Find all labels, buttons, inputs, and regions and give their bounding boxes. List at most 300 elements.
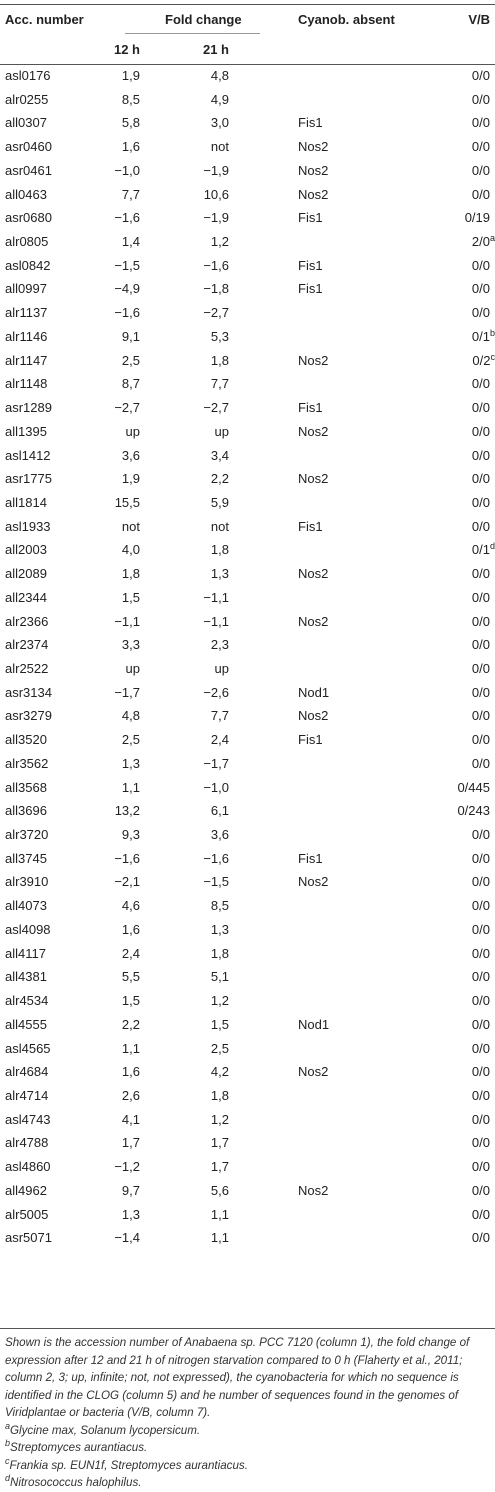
cyanob-absent-cell: Fis1 bbox=[298, 400, 323, 416]
acc-number-cell: alr3910 bbox=[5, 874, 48, 890]
fold-21h-cell: 5,1 bbox=[211, 969, 229, 985]
table-row bbox=[0, 823, 495, 847]
acc-number-cell: alr1146 bbox=[5, 329, 47, 345]
vb-cell: 0/0 bbox=[472, 519, 490, 535]
table-row bbox=[0, 206, 495, 230]
acc-number-cell: asl4743 bbox=[5, 1112, 51, 1128]
fold-21h-cell: −1,1 bbox=[203, 590, 229, 606]
table-row bbox=[0, 420, 495, 444]
fold-12h-cell: 3,3 bbox=[122, 637, 140, 653]
acc-number-cell: all0463 bbox=[5, 187, 47, 203]
footnote-text: Glycine max, Solanum lycopersicum. bbox=[10, 1424, 200, 1437]
fold-12h-cell: −2,1 bbox=[114, 874, 140, 890]
fold-21h-cell: −1,8 bbox=[203, 281, 229, 297]
vb-cell: 0/0 bbox=[472, 969, 490, 985]
vb-cell: 0/0 bbox=[472, 471, 490, 487]
table-row bbox=[0, 1084, 495, 1108]
vb-cell: 0/0 bbox=[472, 115, 490, 131]
fold-12h-cell: 2,5 bbox=[122, 353, 140, 369]
acc-number-cell: all4073 bbox=[5, 898, 47, 914]
acc-number-cell: alr3720 bbox=[5, 827, 48, 843]
table-row bbox=[0, 1060, 495, 1084]
table-row bbox=[0, 1013, 495, 1037]
table-row bbox=[0, 159, 495, 183]
fold-21h-cell: 2,2 bbox=[211, 471, 229, 487]
acc-number-cell: asl4565 bbox=[5, 1041, 51, 1057]
header-fold-change: Fold change bbox=[165, 12, 242, 28]
fold-12h-cell: −1,0 bbox=[114, 163, 140, 179]
fold-12h-cell: 1,7 bbox=[122, 1135, 140, 1151]
vb-cell: 0/0 bbox=[472, 258, 490, 274]
fold-21h-cell: 7,7 bbox=[211, 376, 229, 392]
fold-21h-cell: 5,6 bbox=[211, 1183, 229, 1199]
acc-number-cell: alr4788 bbox=[5, 1135, 48, 1151]
cyanob-absent-cell: Fis1 bbox=[298, 210, 323, 226]
fold-12h-cell: 1,5 bbox=[122, 993, 140, 1009]
acc-number-cell: asr3134 bbox=[5, 685, 52, 701]
acc-number-cell: alr5005 bbox=[5, 1207, 48, 1223]
vb-cell: 0/0 bbox=[472, 898, 490, 914]
table-row bbox=[0, 277, 495, 301]
table-row bbox=[0, 135, 495, 159]
vb-cell: 0/0 bbox=[472, 946, 490, 962]
acc-number-cell: alr0255 bbox=[5, 92, 48, 108]
footnote-mark: c bbox=[5, 1456, 10, 1466]
fold-12h-cell: 5,8 bbox=[122, 115, 140, 131]
table-row bbox=[0, 704, 495, 728]
vb-cell: 0/1$^b$ bbox=[472, 329, 495, 345]
table-row bbox=[0, 372, 495, 396]
fold-21h-cell: 1,8 bbox=[211, 1088, 229, 1104]
vb-cell: 0/0 bbox=[472, 187, 490, 203]
fold-12h-cell: 13,2 bbox=[115, 803, 140, 819]
cyanob-absent-cell: Nod1 bbox=[298, 1017, 329, 1033]
fold-21h-cell: −1,0 bbox=[203, 780, 229, 796]
vb-footnote-mark: b bbox=[490, 328, 495, 338]
acc-number-cell: all3745 bbox=[5, 851, 47, 867]
header-acc-number: Acc. number bbox=[5, 12, 84, 28]
acc-number-cell: alr3562 bbox=[5, 756, 48, 772]
fold-21h-cell: 3,4 bbox=[211, 448, 229, 464]
acc-number-cell: asr1775 bbox=[5, 471, 52, 487]
acc-number-cell: all1814 bbox=[5, 495, 47, 511]
table-row bbox=[0, 538, 495, 562]
fold-12h-cell: −4,9 bbox=[114, 281, 140, 297]
cyanob-absent-cell: Nos2 bbox=[298, 139, 328, 155]
vb-cell: 0/0 bbox=[472, 68, 490, 84]
table-row bbox=[0, 1203, 495, 1227]
fold-12h-cell: 2,5 bbox=[122, 732, 140, 748]
table-row bbox=[0, 515, 495, 539]
fold-12h-cell: 9,1 bbox=[122, 329, 140, 345]
acc-number-cell: asr5071 bbox=[5, 1230, 52, 1246]
fold-21h-cell: −1,1 bbox=[203, 614, 229, 630]
table-row bbox=[0, 1179, 495, 1203]
acc-number-cell: alr0805 bbox=[5, 234, 48, 250]
table-row bbox=[0, 562, 495, 586]
cyanob-absent-cell: Fis1 bbox=[298, 115, 323, 131]
fold-21h-cell: 1,2 bbox=[211, 1112, 229, 1128]
vb-cell: 0/0 bbox=[472, 851, 490, 867]
acc-number-cell: asr0461 bbox=[5, 163, 52, 179]
table-row bbox=[0, 728, 495, 752]
table-row bbox=[0, 657, 495, 681]
fold-21h-cell: 1,5 bbox=[211, 1017, 229, 1033]
vb-cell: 0/0 bbox=[472, 1064, 490, 1080]
table-row bbox=[0, 444, 495, 468]
fold-21h-cell: 6,1 bbox=[211, 803, 229, 819]
fold-12h-cell: 1,3 bbox=[122, 756, 140, 772]
cyanob-absent-cell: Fis1 bbox=[298, 732, 323, 748]
fold-21h-cell: 7,7 bbox=[211, 708, 229, 724]
acc-number-cell: alr2522 bbox=[5, 661, 48, 677]
acc-number-cell: asr3279 bbox=[5, 708, 52, 724]
fold-12h-cell: 8,7 bbox=[122, 376, 140, 392]
acc-number-cell: all4381 bbox=[5, 969, 47, 985]
vb-cell: 0/0 bbox=[472, 424, 490, 440]
fold-12h-cell: 4,8 bbox=[122, 708, 140, 724]
acc-number-cell: all1395 bbox=[5, 424, 47, 440]
vb-cell: 0/0 bbox=[472, 400, 490, 416]
fold-21h-cell: 1,8 bbox=[211, 542, 229, 558]
acc-number-cell: asl4098 bbox=[5, 922, 51, 938]
fold-21h-cell: 3,0 bbox=[211, 115, 229, 131]
fold-12h-cell: −1,2 bbox=[114, 1159, 140, 1175]
table-row bbox=[0, 776, 495, 800]
fold-12h-cell: 1,6 bbox=[122, 922, 140, 938]
acc-number-cell: alr2366 bbox=[5, 614, 48, 630]
vb-cell: 0/0 bbox=[472, 637, 490, 653]
footnote-mark: a bbox=[5, 1421, 10, 1431]
vb-cell: 0/0 bbox=[472, 163, 490, 179]
fold-12h-cell: 9,3 bbox=[122, 827, 140, 843]
table-row bbox=[0, 111, 495, 135]
vb-cell: 0/0 bbox=[472, 1207, 490, 1223]
fold-12h-cell: −2,7 bbox=[114, 400, 140, 416]
fold-12h-cell: 7,7 bbox=[122, 187, 140, 203]
acc-number-cell: asl1412 bbox=[5, 448, 51, 464]
vb-cell: 0/0 bbox=[472, 993, 490, 1009]
cyanob-absent-cell: Fis1 bbox=[298, 258, 323, 274]
vb-cell: 0/1$^d$ bbox=[472, 542, 495, 558]
vb-cell: 0/0 bbox=[472, 732, 490, 748]
fold-12h-cell: not bbox=[122, 519, 140, 535]
vb-cell: 0/0 bbox=[472, 1017, 490, 1033]
fold-12h-cell: 4,1 bbox=[122, 1112, 140, 1128]
fold-21h-cell: 4,9 bbox=[211, 92, 229, 108]
table-row bbox=[0, 349, 495, 373]
fold-12h-cell: −1,6 bbox=[114, 851, 140, 867]
footnote-mark: d bbox=[5, 1473, 10, 1483]
fold-12h-cell: 1,1 bbox=[122, 780, 140, 796]
fold-21h-cell: 5,3 bbox=[211, 329, 229, 345]
footnote bbox=[5, 1474, 490, 1492]
header-21h: 21 h bbox=[203, 42, 229, 58]
table-row bbox=[0, 610, 495, 634]
fold-12h-cell: 15,5 bbox=[115, 495, 140, 511]
vb-footnote-mark: d bbox=[490, 541, 495, 551]
acc-number-cell: alr1147 bbox=[5, 353, 47, 369]
fold-21h-cell: −1,6 bbox=[203, 851, 229, 867]
vb-cell: 0/0 bbox=[472, 281, 490, 297]
vb-cell: 0/0 bbox=[472, 1112, 490, 1128]
fold-21h-cell: 1,2 bbox=[211, 234, 229, 250]
fold-12h-cell: 1,6 bbox=[122, 139, 140, 155]
vb-cell: 0/0 bbox=[472, 1230, 490, 1246]
fold-21h-cell: 1,2 bbox=[211, 993, 229, 1009]
fold-21h-cell: 10,6 bbox=[204, 187, 229, 203]
cyanob-absent-cell: Nod1 bbox=[298, 685, 329, 701]
fold-12h-cell: −1,1 bbox=[114, 614, 140, 630]
fold-21h-cell: −2,7 bbox=[203, 305, 229, 321]
fold-12h-cell: 1,9 bbox=[122, 68, 140, 84]
vb-cell: 0/2$^c$ bbox=[472, 353, 495, 369]
header-cyanob-absent: Cyanob. absent bbox=[298, 12, 395, 28]
fold-21h-cell: 1,1 bbox=[211, 1207, 229, 1223]
fold-21h-cell: −1,7 bbox=[203, 756, 229, 772]
acc-number-cell: asl4860 bbox=[5, 1159, 51, 1175]
acc-number-cell: asr0460 bbox=[5, 139, 52, 155]
fold-12h-cell: 3,6 bbox=[122, 448, 140, 464]
table-row bbox=[0, 752, 495, 776]
cyanob-absent-cell: Nos2 bbox=[298, 187, 328, 203]
table-row bbox=[0, 633, 495, 657]
footnote-text: Frankia sp. EUN1f, Streptomyces aurantiacus. bbox=[10, 1459, 248, 1472]
footnote-text: Streptomyces aurantiacus. bbox=[10, 1441, 147, 1454]
table-row bbox=[0, 918, 495, 942]
vb-cell: 0/0 bbox=[472, 1088, 490, 1104]
vb-footnote-mark: a bbox=[490, 233, 495, 243]
vb-cell: 0/243 bbox=[457, 803, 490, 819]
cyanob-absent-cell: Nos2 bbox=[298, 1183, 328, 1199]
footnote bbox=[5, 1422, 490, 1440]
fold-12h-cell: −1,7 bbox=[114, 685, 140, 701]
vb-cell: 0/0 bbox=[472, 1041, 490, 1057]
acc-number-cell: all2089 bbox=[5, 566, 47, 582]
fold-21h-cell: −2,7 bbox=[203, 400, 229, 416]
table-row bbox=[0, 88, 495, 112]
header-vb: V/B bbox=[468, 12, 490, 28]
fold-21h-cell: −1,5 bbox=[203, 874, 229, 890]
footnote-mark: b bbox=[5, 1438, 10, 1448]
fold-12h-cell: 1,3 bbox=[122, 1207, 140, 1223]
vb-cell: 0/0 bbox=[472, 495, 490, 511]
cyanob-absent-cell: Nos2 bbox=[298, 163, 328, 179]
subheader-rule bbox=[125, 33, 260, 34]
table-row bbox=[0, 942, 495, 966]
acc-number-cell: asl1933 bbox=[5, 519, 51, 535]
fold-12h-cell: −1,5 bbox=[114, 258, 140, 274]
table-notes bbox=[5, 1334, 490, 1492]
cyanob-absent-cell: Nos2 bbox=[298, 874, 328, 890]
fold-21h-cell: not bbox=[211, 139, 229, 155]
acc-number-cell: asl0842 bbox=[5, 258, 51, 274]
acc-number-cell: all0997 bbox=[5, 281, 47, 297]
table-row bbox=[0, 396, 495, 420]
table-row bbox=[0, 586, 495, 610]
fold-21h-cell: 5,9 bbox=[211, 495, 229, 511]
table-row bbox=[0, 870, 495, 894]
vb-cell: 0/0 bbox=[472, 590, 490, 606]
table-row bbox=[0, 1131, 495, 1155]
fold-21h-cell: −1,6 bbox=[203, 258, 229, 274]
vb-cell: 0/0 bbox=[472, 305, 490, 321]
acc-number-cell: all2003 bbox=[5, 542, 47, 558]
fold-12h-cell: 5,5 bbox=[122, 969, 140, 985]
fold-12h-cell: 2,4 bbox=[122, 946, 140, 962]
table-row bbox=[0, 847, 495, 871]
acc-number-cell: asr0680 bbox=[5, 210, 52, 226]
footnote bbox=[5, 1457, 490, 1475]
fold-21h-cell: 1,1 bbox=[211, 1230, 229, 1246]
table-row bbox=[0, 467, 495, 491]
fold-21h-cell: −1,9 bbox=[203, 210, 229, 226]
footnote-text: Nitrosococcus halophilus. bbox=[10, 1476, 141, 1489]
acc-number-cell: all3696 bbox=[5, 803, 47, 819]
table-row bbox=[0, 491, 495, 515]
cyanob-absent-cell: Fis1 bbox=[298, 281, 323, 297]
vb-cell: 0/0 bbox=[472, 92, 490, 108]
vb-cell: 0/0 bbox=[472, 1135, 490, 1151]
table-row bbox=[0, 64, 495, 88]
acc-number-cell: all4117 bbox=[5, 946, 46, 962]
fold-21h-cell: 8,5 bbox=[211, 898, 229, 914]
fold-12h-cell: −1,4 bbox=[114, 1230, 140, 1246]
table-row bbox=[0, 230, 495, 254]
fold-21h-cell: up bbox=[215, 424, 229, 440]
header-12h: 12 h bbox=[114, 42, 140, 58]
fold-12h-cell: 4,0 bbox=[122, 542, 140, 558]
acc-number-cell: alr2374 bbox=[5, 637, 48, 653]
fold-21h-cell: 2,4 bbox=[211, 732, 229, 748]
vb-cell: 2/0$^a$ bbox=[472, 234, 495, 250]
vb-cell: 0/0 bbox=[472, 685, 490, 701]
fold-12h-cell: 1,4 bbox=[122, 234, 140, 250]
acc-number-cell: all2344 bbox=[5, 590, 47, 606]
vb-cell: 0/0 bbox=[472, 614, 490, 630]
fold-21h-cell: −2,6 bbox=[203, 685, 229, 701]
vb-cell: 0/0 bbox=[472, 661, 490, 677]
fold-12h-cell: 2,2 bbox=[122, 1017, 140, 1033]
fold-12h-cell: up bbox=[126, 661, 140, 677]
cyanob-absent-cell: Nos2 bbox=[298, 471, 328, 487]
fold-12h-cell: 9,7 bbox=[122, 1183, 140, 1199]
cyanob-absent-cell: Fis1 bbox=[298, 519, 323, 535]
cyanob-absent-cell: Fis1 bbox=[298, 851, 323, 867]
cyanob-absent-cell: Nos2 bbox=[298, 1064, 328, 1080]
acc-number-cell: alr4684 bbox=[5, 1064, 48, 1080]
fold-12h-cell: 8,5 bbox=[122, 92, 140, 108]
table-row bbox=[0, 1226, 495, 1250]
fold-21h-cell: 2,3 bbox=[211, 637, 229, 653]
table-row bbox=[0, 965, 495, 989]
vb-cell: 0/0 bbox=[472, 874, 490, 890]
table-row bbox=[0, 681, 495, 705]
fold-21h-cell: 1,3 bbox=[211, 566, 229, 582]
acc-number-cell: all0307 bbox=[5, 115, 47, 131]
table-row bbox=[0, 989, 495, 1013]
table-row bbox=[0, 325, 495, 349]
acc-number-cell: all3520 bbox=[5, 732, 47, 748]
acc-number-cell: alr1137 bbox=[5, 305, 47, 321]
cyanob-absent-cell: Nos2 bbox=[298, 614, 328, 630]
fold-21h-cell: 4,8 bbox=[211, 68, 229, 84]
acc-number-cell: all4962 bbox=[5, 1183, 47, 1199]
table-row bbox=[0, 1037, 495, 1061]
fold-21h-cell: 1,7 bbox=[211, 1159, 229, 1175]
fold-21h-cell: −1,9 bbox=[203, 163, 229, 179]
vb-cell: 0/0 bbox=[472, 756, 490, 772]
fold-21h-cell: up bbox=[215, 661, 229, 677]
acc-number-cell: asr1289 bbox=[5, 400, 52, 416]
fold-21h-cell: 1,8 bbox=[211, 353, 229, 369]
fold-12h-cell: −1,6 bbox=[114, 305, 140, 321]
fold-12h-cell: 4,6 bbox=[122, 898, 140, 914]
fold-21h-cell: 4,2 bbox=[211, 1064, 229, 1080]
fold-21h-cell: 1,7 bbox=[211, 1135, 229, 1151]
vb-cell: 0/0 bbox=[472, 448, 490, 464]
table-row bbox=[0, 183, 495, 207]
table-row bbox=[0, 894, 495, 918]
fold-21h-cell: 1,8 bbox=[211, 946, 229, 962]
vb-cell: 0/0 bbox=[472, 922, 490, 938]
fold-12h-cell: 1,5 bbox=[122, 590, 140, 606]
table-row bbox=[0, 1155, 495, 1179]
vb-cell: 0/0 bbox=[472, 376, 490, 392]
acc-number-cell: all4555 bbox=[5, 1017, 47, 1033]
vb-cell: 0/0 bbox=[472, 827, 490, 843]
top-rule bbox=[0, 4, 495, 5]
fold-12h-cell: 1,8 bbox=[122, 566, 140, 582]
vb-cell: 0/0 bbox=[472, 139, 490, 155]
cyanob-absent-cell: Nos2 bbox=[298, 424, 328, 440]
vb-cell: 0/0 bbox=[472, 708, 490, 724]
acc-number-cell: all3568 bbox=[5, 780, 47, 796]
acc-number-cell: alr4534 bbox=[5, 993, 48, 1009]
cyanob-absent-cell: Nos2 bbox=[298, 353, 328, 369]
table-row bbox=[0, 301, 495, 325]
vb-cell: 0/445 bbox=[457, 780, 490, 796]
vb-cell: 0/0 bbox=[472, 1183, 490, 1199]
fold-21h-cell: 3,6 bbox=[211, 827, 229, 843]
fold-12h-cell: −1,6 bbox=[114, 210, 140, 226]
vb-cell: 0/0 bbox=[472, 1159, 490, 1175]
fold-12h-cell: 1,9 bbox=[122, 471, 140, 487]
fold-12h-cell: 1,6 bbox=[122, 1064, 140, 1080]
bottom-rule bbox=[0, 1328, 495, 1329]
footnote bbox=[5, 1439, 490, 1457]
table-caption: Shown is the accession number of Anabaena sp. PCC 7120 (column 1), the fold change of expression after 12 and 21 h of nitrogen starvation compared to 0 h (Flaherty et al., 2011; column 2, 3; up, infinite; not, not expressed), the cyanobacteria for which no sequence is identified in the CLOG (column 5) and he number of sequences found in the genomes of Viridplantae or bacteria (V/B, column 7). bbox=[5, 1334, 490, 1422]
cyanob-absent-cell: Nos2 bbox=[298, 566, 328, 582]
fold-12h-cell: up bbox=[126, 424, 140, 440]
vb-footnote-mark: c bbox=[491, 352, 495, 362]
vb-cell: 0/19 bbox=[465, 210, 490, 226]
fold-12h-cell: 1,1 bbox=[122, 1041, 140, 1057]
table-row bbox=[0, 1108, 495, 1132]
acc-number-cell: alr4714 bbox=[5, 1088, 48, 1104]
table-row bbox=[0, 254, 495, 278]
fold-12h-cell: 2,6 bbox=[122, 1088, 140, 1104]
vb-cell: 0/0 bbox=[472, 566, 490, 582]
acc-number-cell: alr1148 bbox=[5, 376, 47, 392]
fold-21h-cell: not bbox=[211, 519, 229, 535]
cyanob-absent-cell: Nos2 bbox=[298, 708, 328, 724]
footnotes bbox=[5, 1422, 490, 1492]
acc-number-cell: asl0176 bbox=[5, 68, 51, 84]
table-row bbox=[0, 799, 495, 823]
fold-21h-cell: 1,3 bbox=[211, 922, 229, 938]
fold-21h-cell: 2,5 bbox=[211, 1041, 229, 1057]
